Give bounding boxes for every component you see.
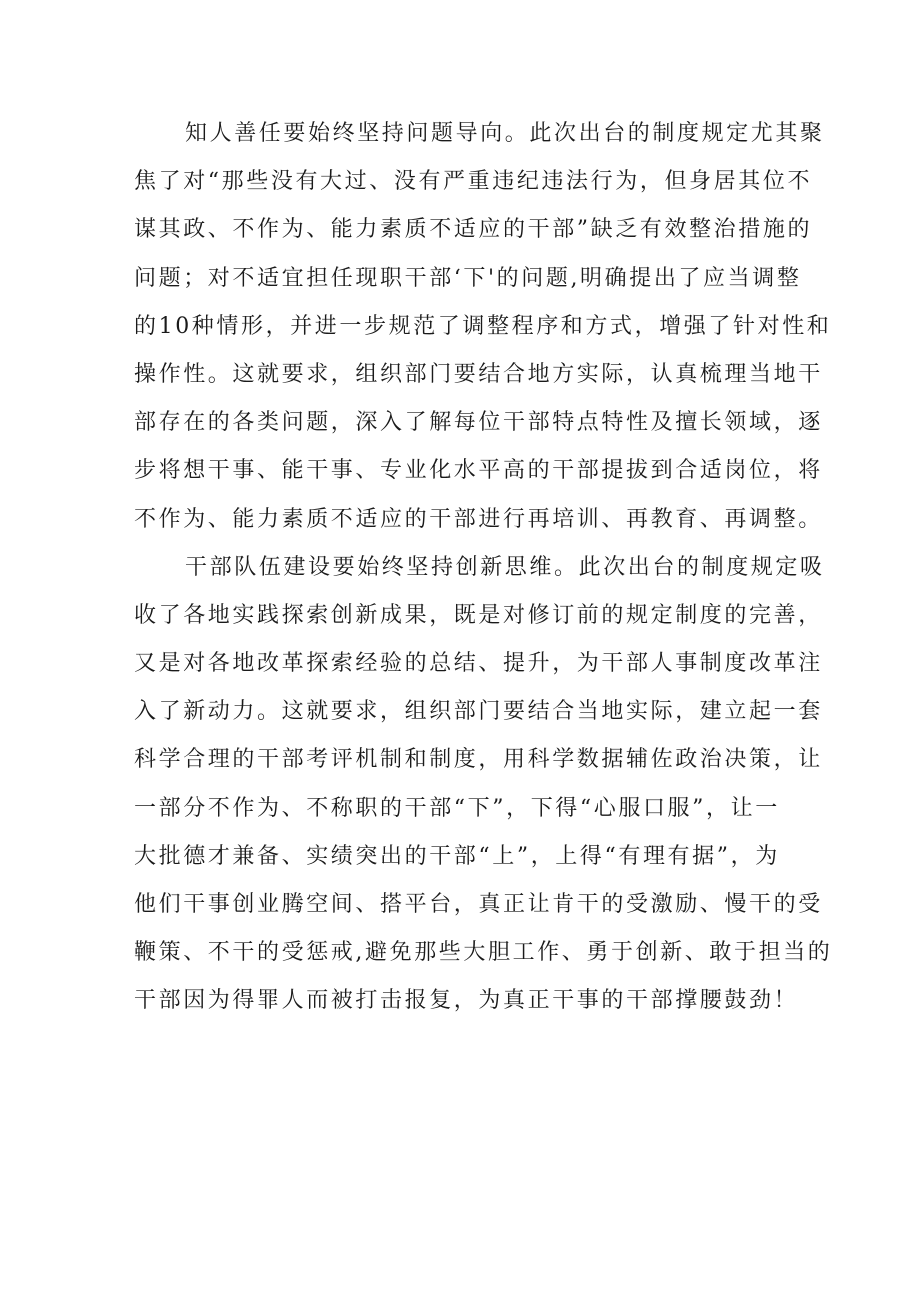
text-line: 的10种情形，并进一步规范了调整程序和方式，增强了针对性和 [134,313,832,339]
text-line: 问题；对不适宜担任现职干部‘下'的问题,明确提出了应当调整 [134,265,802,291]
text-line: 不作为、能力素质不适应的干部进行再培训、再教育、再调整。 [134,506,823,532]
text-line: 干部队伍建设要始终坚持创新思维。此次出台的制度规定吸 [185,554,825,580]
text-line: 他们干事创业腾空间、搭平台，真正让肯干的受激励、慢干的受 [134,892,823,917]
text-line: 步将想干事、能干事、专业化水平高的干部提拔到合适岗位，将 [134,458,823,484]
text-line: 操作性。这就要求，组织部门要结合地方实际，认真梳理当地干 [134,361,823,387]
paragraph-2 [134,544,833,1026]
text-line: 谋其政、不作为、能力素质不适应的干部”缺乏有效整治措施的 [134,217,813,243]
text-line: 知人善任要始终坚持问题导向。此次出台的制度规定尤其聚 [185,121,825,146]
text-line: 又是对各地改革探索经验的总结、提升，为干部人事制度改革注 [134,651,823,677]
text-line: 收了各地实践探索创新成果，既是对修订前的规定制度的完善， [134,602,823,628]
text-line: 大批德才兼备、实绩突出的干部“上”，上得“有理有据”，为 [134,843,780,869]
text-line: 鞭策、不干的受惩戒,避免那些大胆工作、勇于创新、敢于担当的 [134,940,833,966]
text-line: 部存在的各类问题，深入了解每位干部特点特性及擅长领域，逐 [134,410,823,436]
paragraph-1 [134,110,832,544]
text-line: 入了新动力。这就要求，组织部门要结合当地实际，建立起一套 [134,699,823,725]
text-line: 干部因为得罪人而被打击报复，为真正干事的干部撑腰鼓劲！ [134,988,799,1014]
text-line: 焦了对“那些没有大过、没有严重违纪违法行为，但身居其位不 [134,169,813,195]
text-line: 一部分不作为、不称职的干部“下”，下得“心服口服”，让一 [134,795,780,821]
document-body [134,110,833,1026]
text-line: 科学合理的干部考评机制和制度，用科学数据辅佐政治决策，让 [134,747,823,773]
